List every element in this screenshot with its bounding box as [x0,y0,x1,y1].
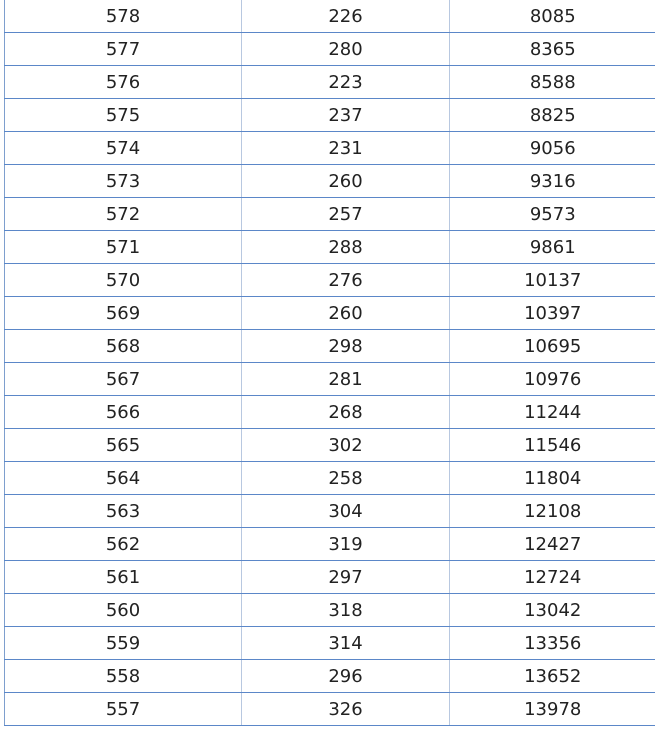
cumulative-cell: 8365 [450,33,655,66]
score-cell: 565 [5,429,242,462]
score-cell: 571 [5,231,242,264]
score-cell: 559 [5,627,242,660]
count-cell: 276 [242,264,450,297]
cumulative-cell: 12427 [450,528,655,561]
cumulative-cell: 8085 [450,0,655,33]
score-table-body [5,0,655,726]
table-row [5,66,655,99]
table-row [5,198,655,231]
cumulative-cell: 13652 [450,660,655,693]
score-cell: 568 [5,330,242,363]
count-cell: 223 [242,66,450,99]
count-cell: 281 [242,363,450,396]
cumulative-cell: 8588 [450,66,655,99]
count-cell: 296 [242,660,450,693]
cumulative-cell: 12724 [450,561,655,594]
cumulative-cell: 10976 [450,363,655,396]
score-table-container [4,0,655,726]
table-row [5,264,655,297]
cumulative-cell: 11546 [450,429,655,462]
cumulative-cell: 9573 [450,198,655,231]
table-row [5,462,655,495]
table-row [5,594,655,627]
table-row [5,627,655,660]
score-cell: 562 [5,528,242,561]
cumulative-cell: 9861 [450,231,655,264]
score-cell: 558 [5,660,242,693]
table-row [5,363,655,396]
cumulative-cell: 11804 [450,462,655,495]
count-cell: 314 [242,627,450,660]
table-row [5,330,655,363]
count-cell: 257 [242,198,450,231]
cumulative-cell: 11244 [450,396,655,429]
table-row [5,660,655,693]
table-row [5,33,655,66]
table-row [5,693,655,726]
cumulative-cell: 8825 [450,99,655,132]
score-cell: 572 [5,198,242,231]
table-row [5,396,655,429]
count-cell: 231 [242,132,450,165]
score-cell: 567 [5,363,242,396]
count-cell: 319 [242,528,450,561]
score-cell: 564 [5,462,242,495]
score-cell: 561 [5,561,242,594]
count-cell: 226 [242,0,450,33]
score-cell: 560 [5,594,242,627]
score-cell: 575 [5,99,242,132]
score-cell: 563 [5,495,242,528]
score-cell: 566 [5,396,242,429]
count-cell: 318 [242,594,450,627]
cumulative-cell: 10397 [450,297,655,330]
count-cell: 237 [242,99,450,132]
cumulative-cell: 13042 [450,594,655,627]
cumulative-cell: 9316 [450,165,655,198]
cumulative-cell: 10137 [450,264,655,297]
cumulative-cell: 9056 [450,132,655,165]
table-row [5,495,655,528]
score-cell: 574 [5,132,242,165]
count-cell: 288 [242,231,450,264]
table-row [5,429,655,462]
score-cell: 578 [5,0,242,33]
score-cell: 557 [5,693,242,726]
cumulative-cell: 12108 [450,495,655,528]
count-cell: 260 [242,165,450,198]
count-cell: 258 [242,462,450,495]
table-row [5,165,655,198]
score-cell: 570 [5,264,242,297]
table-row [5,561,655,594]
table-row [5,297,655,330]
table-row [5,528,655,561]
count-cell: 302 [242,429,450,462]
count-cell: 260 [242,297,450,330]
table-row [5,231,655,264]
cumulative-cell: 10695 [450,330,655,363]
score-table [4,0,655,726]
cumulative-cell: 13978 [450,693,655,726]
count-cell: 326 [242,693,450,726]
table-row [5,0,655,33]
cumulative-cell: 13356 [450,627,655,660]
score-cell: 576 [5,66,242,99]
count-cell: 297 [242,561,450,594]
count-cell: 280 [242,33,450,66]
count-cell: 298 [242,330,450,363]
score-cell: 573 [5,165,242,198]
table-row [5,99,655,132]
score-cell: 577 [5,33,242,66]
count-cell: 268 [242,396,450,429]
count-cell: 304 [242,495,450,528]
score-cell: 569 [5,297,242,330]
table-row [5,132,655,165]
